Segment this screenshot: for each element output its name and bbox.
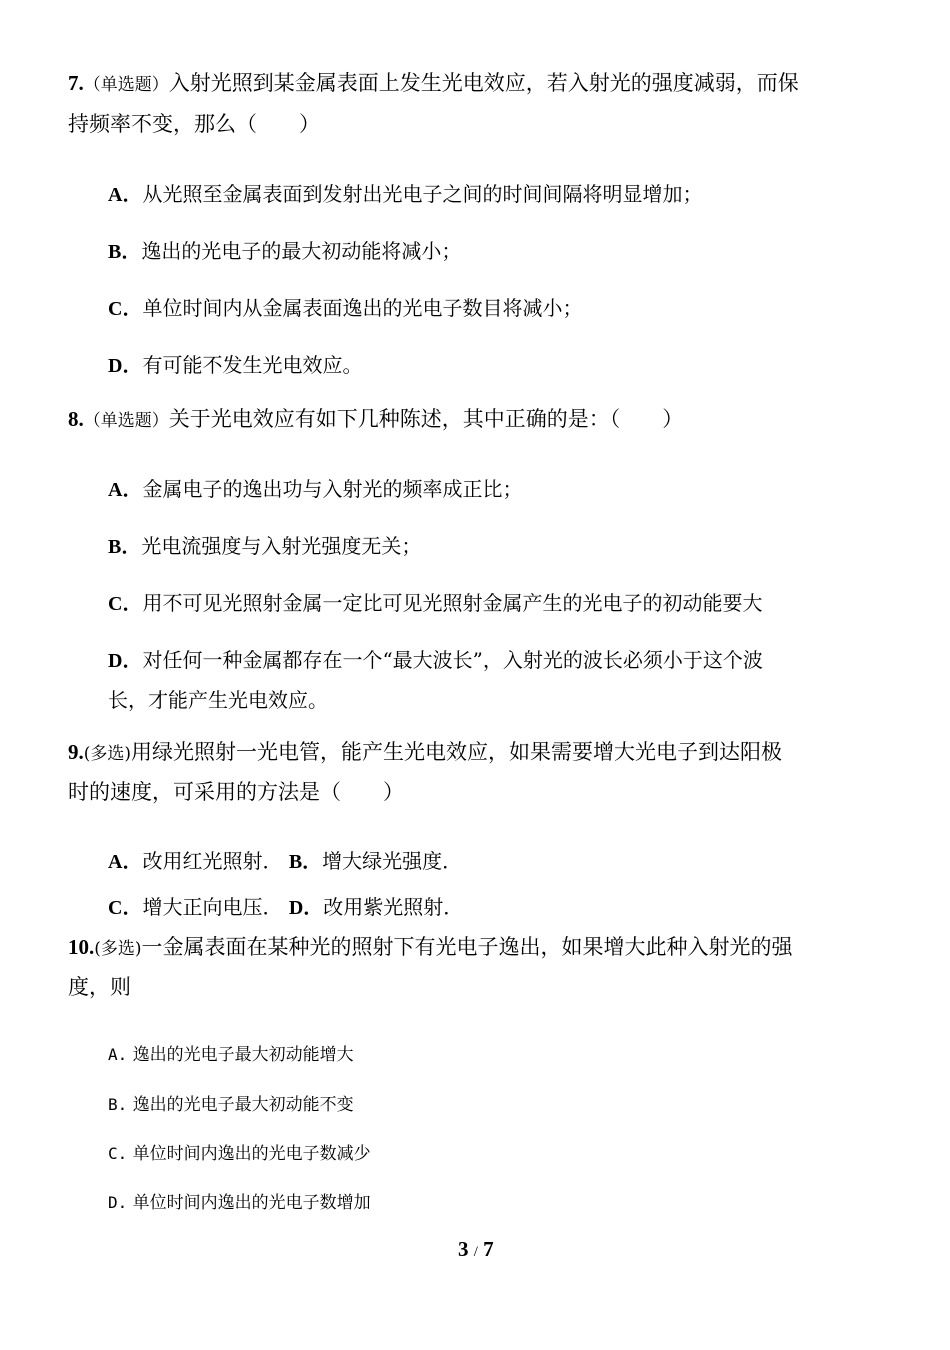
question-10-stem-line2: 度，则 [68, 975, 131, 999]
question-number: 8. [68, 407, 84, 431]
q8-option-d: D．对任何一种金属都存在一个“最大波长”，入射光的波长必须小于这个波 [108, 648, 763, 672]
q8-option-b: B．光电流强度与入射光强度无关； [108, 534, 422, 558]
question-8-stem: 8.（单选题）关于光电效应有如下几种陈述，其中正确的是：（ ） [68, 407, 684, 431]
q7-option-c: C．单位时间内从金属表面逸出的光电子数目将减小； [108, 296, 583, 320]
question-type-tag: （单选题） [83, 411, 169, 431]
question-type-tag: (多选) [83, 744, 132, 764]
q7-option-a: A．从光照至金属表面到发射出光电子之间的时间间隔将明显增加； [108, 182, 703, 206]
q10-option-a: A. 逸出的光电子最大初动能增大 [108, 1045, 354, 1065]
page-number: 3 / 7 [458, 1237, 494, 1261]
question-type-tag: (多选) [94, 939, 142, 959]
q7-option-b: B．逸出的光电子的最大初动能将减小； [108, 239, 462, 263]
q9-option-c: C．增大正向电压． [108, 895, 283, 919]
q9-option-d: D．改用紫光照射． [288, 895, 464, 919]
q9-options-row2 [108, 891, 463, 920]
question-type-tag: （单选题） [83, 75, 169, 95]
question-7-stem-line2: 持频率不变，那么（ ） [68, 112, 320, 136]
q8-option-a: A．金属电子的逸出功与入射光的频率成正比； [108, 477, 523, 501]
q10-option-c: C. 单位时间内逸出的光电子数减少 [108, 1144, 371, 1164]
q8-option-c: C．用不可见光照射金属一定比可见光照射金属产生的光电子的初动能要大 [108, 591, 763, 615]
q9-option-b: B．增大绿光强度． [288, 849, 463, 873]
question-number: 10. [68, 935, 95, 959]
question-number: 9. [68, 740, 84, 764]
question-9-stem-line2: 时的速度，可采用的方法是（ ） [68, 780, 404, 804]
q7-option-d: D．有可能不发生光电效应。 [108, 353, 363, 377]
question-10-stem-line1: 10.(多选)一金属表面在某种光的照射下有光电子逸出，如果增大此种入射光的强 [68, 935, 793, 959]
question-7-stem-line1: 7.（单选题）入射光照到某金属表面上发生光电效应，若入射光的强度减弱，而保 [68, 71, 799, 95]
q10-option-d: D. 单位时间内逸出的光电子数增加 [108, 1193, 371, 1213]
q9-options-row1 [108, 845, 462, 874]
q8-option-d-continuation: 长，才能产生光电效应。 [108, 688, 328, 712]
question-9-stem-line1: 9.(多选)用绿光照射一光电管，能产生光电效应，如果需要增大光电子到达阳极 [68, 740, 783, 764]
q10-option-b: B. 逸出的光电子最大初动能不变 [108, 1095, 354, 1115]
q9-option-a: A．改用红光照射． [108, 849, 283, 873]
question-number: 7. [68, 71, 84, 95]
